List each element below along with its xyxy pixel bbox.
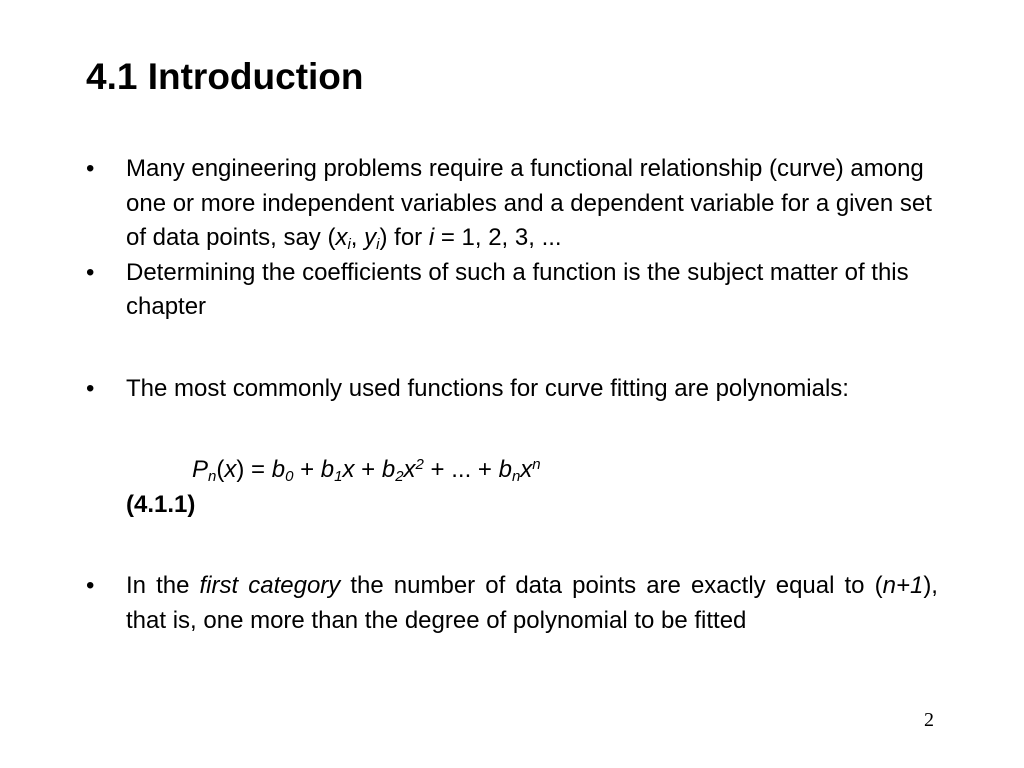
eq-xn: x [520, 456, 533, 483]
eq-b1: b [320, 456, 335, 483]
subscript-i: i [347, 236, 351, 253]
bullet-list [86, 152, 938, 638]
bullet-text-suffix: ), that is, one more than the degree of polynomial to be fitted [126, 572, 938, 634]
var-i: i [428, 224, 435, 251]
eq-sub0: 0 [285, 468, 294, 485]
bullet-text [126, 569, 938, 638]
bullet-text: The most commonly used functions for curve fitting are polynomials: [126, 374, 849, 402]
bullet-text [126, 152, 938, 256]
var-x: x [335, 224, 348, 251]
eq-equals: ) = [236, 456, 272, 483]
comma: , [350, 224, 365, 251]
eq-x: x [224, 456, 237, 483]
bullet-glyph: • [86, 258, 95, 286]
slide-title: 4.1 Introduction [86, 56, 364, 97]
bullet-text: Determining the coefficients of such a function is the subject matter of this chapter [126, 258, 909, 320]
eq-plus-ellipsis: + ... + [423, 456, 499, 483]
eq-sub1: 1 [334, 468, 343, 485]
eq-plus: + [293, 456, 321, 483]
eq-subn: n [511, 468, 521, 485]
var-y: y [364, 224, 377, 251]
eq-bn: b [498, 456, 512, 483]
eq-supn: n [532, 456, 541, 473]
bullet-glyph: • [86, 155, 95, 182]
close-for: ) for [379, 224, 429, 251]
page-number: 2 [924, 709, 934, 731]
eq-plus: + [354, 456, 382, 483]
eq-P: P [192, 456, 209, 483]
eq-b2: b [381, 456, 396, 483]
eq-sup2: 2 [415, 456, 424, 473]
bullet-item-4 [86, 569, 938, 638]
bullet-glyph: • [86, 374, 95, 402]
subscript-i: i [376, 236, 380, 253]
equation-number: (4.1.1) [126, 490, 196, 518]
bullet-glyph: • [86, 572, 95, 599]
eq-open: ( [216, 456, 225, 483]
bullet-text-prefix: In the [126, 572, 200, 599]
bullet-item-2 [86, 256, 938, 325]
polynomial-equation [86, 453, 938, 488]
var-n-plus-1: n+1 [882, 572, 924, 599]
bullet-text-middle: the number of data points are exactly equal to ( [340, 572, 883, 599]
emphasis-first-category: first category [199, 572, 341, 599]
bullet-text-main: Many engineering problems require a functional relationship (curve) among one or more independent variables and a dependent variable for a given set of data points, say ( [126, 155, 932, 251]
bullet-item-1 [86, 152, 938, 256]
eq-sub-n: n [208, 468, 217, 485]
eq-x2: x [403, 456, 416, 483]
eq-x1: x [342, 456, 355, 483]
bullet-tail: = 1, 2, 3, ... [434, 224, 562, 251]
eq-sub2: 2 [395, 468, 404, 485]
eq-b0: b [271, 456, 286, 483]
bullet-item-3 [86, 372, 938, 407]
